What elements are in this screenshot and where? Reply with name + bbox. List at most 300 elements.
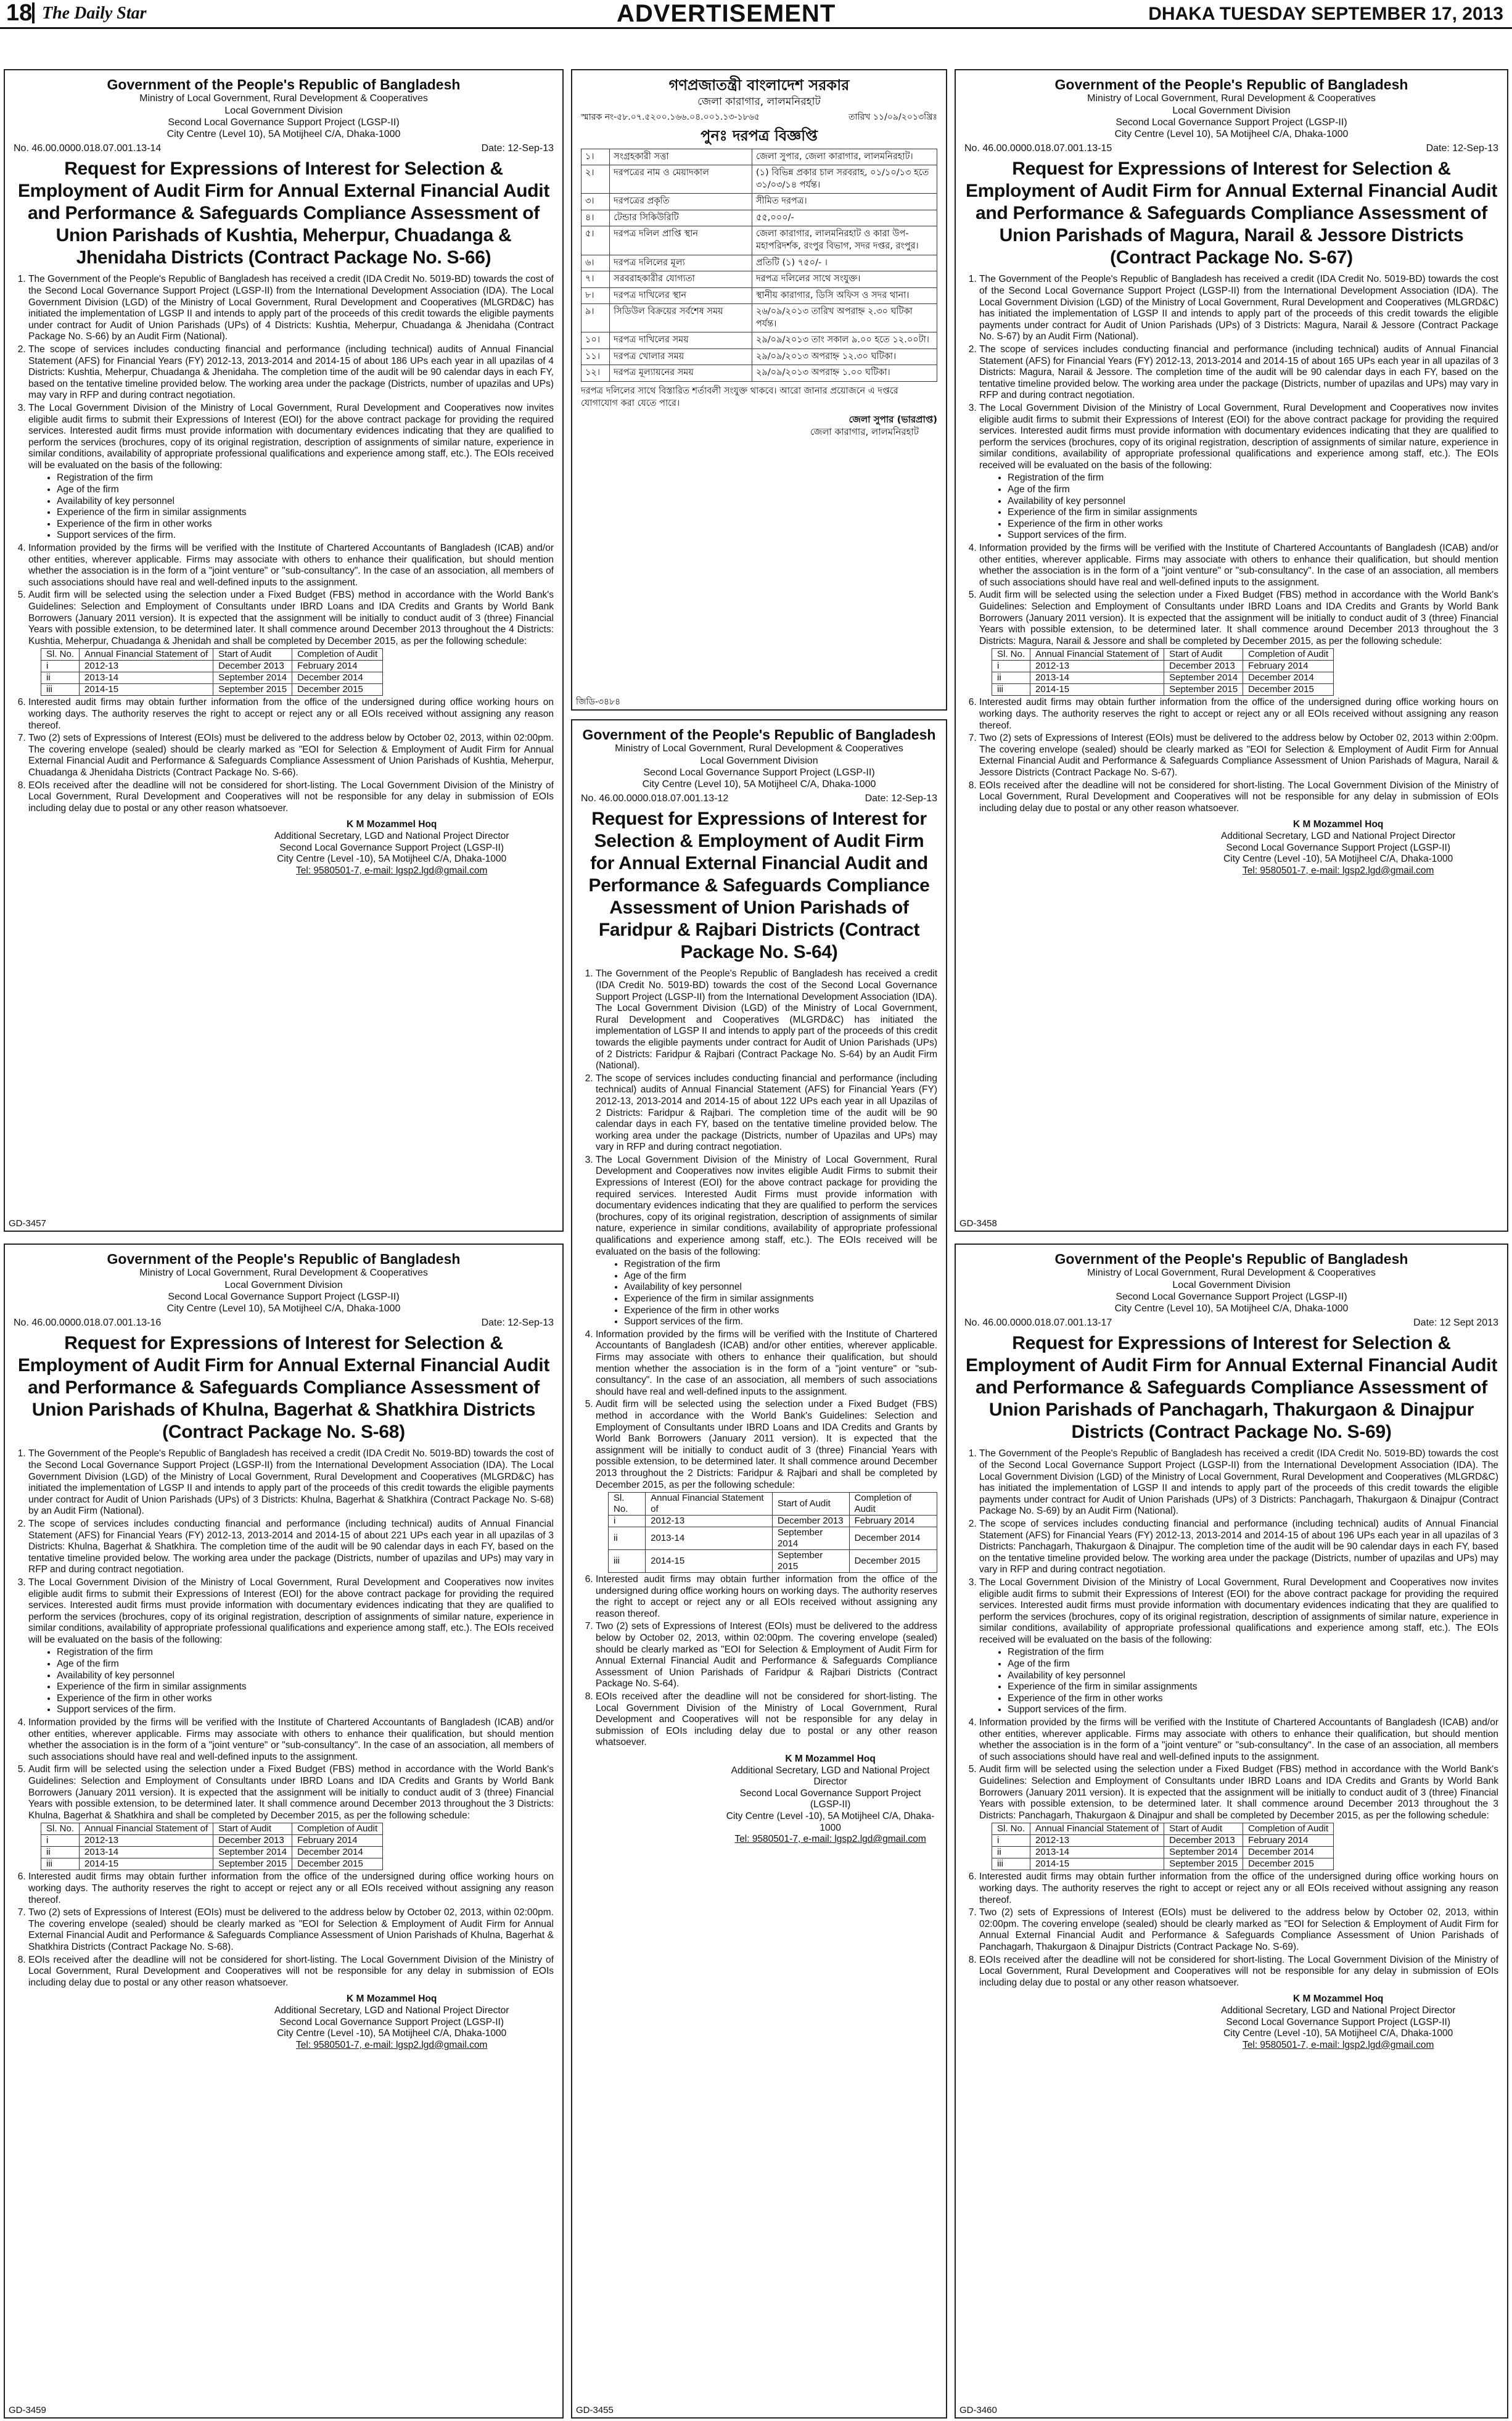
bangla-table-cell: ২৬/০৯/২০১৩ তারিখ অপরাহ্ন ২.৩০ ঘটিকা পর্যন্ত। xyxy=(752,304,937,332)
schedule-cell: i xyxy=(609,1516,646,1527)
schedule-col-header: Start of Audit xyxy=(213,1823,292,1835)
bangla-table-row xyxy=(581,210,937,226)
schedule-cell: 2012-13 xyxy=(1030,1835,1164,1847)
schedule-header xyxy=(41,649,383,661)
schedule-cell: December 2013 xyxy=(772,1516,849,1527)
bangla-office: জেলা কারাগার, লালমনিরহাট xyxy=(697,96,821,109)
schedule-cell: i xyxy=(41,661,80,672)
clause-list xyxy=(964,274,1498,814)
criteria-item: • Experience of the firm in other works xyxy=(624,1305,937,1317)
dateline: DHAKA TUESDAY SEPTEMBER 17, 2013 xyxy=(1148,4,1503,24)
criteria-item: • Support services of the firm. xyxy=(624,1316,937,1328)
address-line: City Centre (Level 10), 5A Motijheel C/A, Dhaka-1000 xyxy=(1114,1303,1349,1314)
bangla-table-cell: টেন্ডার সিকিউরিটি xyxy=(610,210,752,226)
criteria-item: • Experience of the firm in other works xyxy=(1008,519,1498,530)
masthead-divider xyxy=(32,2,35,23)
bangla-table-cell: প্রতিটি (১) ৭৫০/- । xyxy=(752,255,937,271)
criteria-list xyxy=(57,472,554,542)
schedule-row xyxy=(41,672,383,684)
criteria-list xyxy=(1008,1647,1498,1716)
schedule-cell: December 2014 xyxy=(292,1847,383,1858)
schedule-col-header: Completion of Audit xyxy=(292,1823,383,1835)
schedule-cell: September 2014 xyxy=(772,1527,849,1550)
signature-block xyxy=(1178,819,1498,876)
criteria-item: • Experience of the firm in similar assignments xyxy=(57,1681,554,1693)
schedule-cell: 2013-14 xyxy=(1030,672,1164,684)
criteria-item: • Age of the firm xyxy=(57,484,554,496)
schedule-cell: September 2014 xyxy=(213,1847,292,1858)
schedule-row xyxy=(41,1858,383,1870)
project-line: Second Local Governance Support Project (LGSP-II) xyxy=(1116,1291,1347,1302)
schedule-col-header: Completion of Audit xyxy=(1243,649,1334,661)
schedule-row xyxy=(992,661,1334,672)
schedule-cell: 2014-15 xyxy=(646,1550,773,1573)
division-line: Local Government Division xyxy=(224,1279,343,1290)
clause-6: 6. Interested audit firms may obtain further information from the office of the undersigned during office working hours on working days. The authority reserves the right to accept or reject any or all EOIs received without assigning any reason thereof. xyxy=(596,1574,937,1620)
bangla-table-cell: সীমিত দরপত্র। xyxy=(752,194,937,210)
clause-2: 2. The scope of services includes conducting financial and performance (including technical) audits of Annual Financial Statement (AFS) for Financial Years (FY) 2012-13, 2013-2014 and 2014-15 of about 122 UPs each year in all Upazilas of 2 Districts: Faridpur & Rajbari. The completion time of the audit will be 90 calendar days in each FY, based on the tentative timeline provided below. The working area under the package (Districts, number of Upazilas and UPs) may vary in RFP and during contract negotiation. xyxy=(596,1073,937,1153)
schedule-table xyxy=(608,1492,937,1573)
gov-heading: Government of the People's Republic of Bangladesh xyxy=(107,76,461,93)
schedule-cell: ii xyxy=(992,1847,1030,1858)
schedule-cell: February 2014 xyxy=(292,661,383,672)
clause-4: 4. Information provided by the firms will be verified with the Institute of Chartered Accountants of Bangladesh (ICAB) and/or other entities, wherever applicable. Firms may associate with others to enhance their qualification, but should mention whether the association is in the form of a "joint venture" or "sub-consultancy". In the case of an association, all members of such associations should have real and well-defined inputs to the assignment. xyxy=(596,1329,937,1398)
schedule-cell: 2013-14 xyxy=(80,1847,213,1858)
schedule-row xyxy=(41,1847,383,1858)
schedule-table xyxy=(992,648,1334,696)
schedule-col-header: Start of Audit xyxy=(1164,1823,1243,1835)
gov-heading: Government of the People's Republic of Bangladesh xyxy=(1054,76,1408,93)
schedule-cell: iii xyxy=(41,684,80,696)
schedule-col-header: Annual Financial Statement of xyxy=(1030,649,1164,661)
schedule-cell: December 2014 xyxy=(292,672,383,684)
signatory-name: K M Mozammel Hoq xyxy=(346,819,437,830)
clause-5: 5. Audit firm will be selected using the selection under a Fixed Budget (FBS) method in accordance with the World Bank's Guidelines: Selection and Employment of Consultants under IBRD Loans and IDA Credits and Grants by World Bank Borrowers (January 2011 version). It is expected that the assignment will be initially to conduct audit of 3 (three) Financial Years with possible extension, to be determined later. It shall commence around December 2013 throughout the 4 Districts: Kushtia, Meherpur, Chuadanga & Jhenidah and shall be completed by December 2015, as per the following schedule: xyxy=(28,590,554,647)
schedule-row xyxy=(41,684,383,696)
bangla-table-cell: ৫৫,০০০/- xyxy=(752,210,937,226)
schedule-cell: December 2013 xyxy=(1164,1835,1243,1847)
schedule-cell: December 2015 xyxy=(1243,1858,1334,1870)
schedule-cell: ii xyxy=(41,672,80,684)
memo-number: No. 46.00.0000.018.07.001.13-17 xyxy=(964,1318,1112,1329)
schedule-col-header: Annual Financial Statement of xyxy=(646,1493,773,1516)
signatory-contact: Tel: 9580501-7, e-mail: lgsp2.lgd@gmail.com xyxy=(1243,2039,1434,2050)
address-line: City Centre (Level 10), 5A Motijheel C/A, Dhaka-1000 xyxy=(642,779,876,790)
schedule-cell: 2014-15 xyxy=(1030,1858,1164,1870)
criteria-item: • Registration of the firm xyxy=(624,1259,937,1271)
schedule-header xyxy=(609,1493,937,1516)
bangla-signatory-office: জেলা কারাগার, লালমনিরহাট xyxy=(810,426,919,438)
criteria-item: • Support services of the firm. xyxy=(1008,1704,1498,1716)
schedule-row xyxy=(992,1858,1334,1870)
bangla-table-cell: দরপত্র দলিলের মূল্য xyxy=(610,255,752,271)
section-title: ADVERTISEMENT xyxy=(617,0,836,27)
reference-line xyxy=(964,142,1498,154)
criteria-item: • Age of the firm xyxy=(57,1659,554,1670)
signatory-title: Additional Secretary, LGD and National Project Director xyxy=(731,1765,930,1788)
bangla-table-row xyxy=(581,226,937,255)
signatory-title: Additional Secretary, LGD and National Project Director xyxy=(1220,2005,1456,2016)
schedule-row xyxy=(609,1516,937,1527)
criteria-item: • Experience of the firm in similar assignments xyxy=(1008,507,1498,519)
bangla-table-cell: ৯। xyxy=(581,304,610,332)
address-line: City Centre (Level 10), 5A Motijheel C/A, Dhaka-1000 xyxy=(1114,129,1349,139)
bangla-table-cell: ১। xyxy=(581,149,610,165)
bangla-table-row xyxy=(581,332,937,349)
bangla-table-row xyxy=(581,165,937,194)
schedule-cell: September 2015 xyxy=(772,1550,849,1573)
bangla-table-cell: দরপত্র মূল্যায়নের সময় xyxy=(610,365,752,382)
schedule-cell: iii xyxy=(992,1858,1030,1870)
bangla-table-cell: ১০। xyxy=(581,332,610,349)
tender-ad-s68 xyxy=(4,1243,564,2419)
signatory-project: Second Local Governance Support Project (LGSP-II) xyxy=(1226,842,1450,853)
bangla-table-cell: দরপত্র দলিল প্রাপ্তি স্থান xyxy=(610,226,752,255)
clause-list xyxy=(14,1448,554,1989)
clause-2: 2. The scope of services includes conducting financial and performance (including technical) audits of Annual Financial Statement (AFS) for Financial Years (FY) 2012-13, 2013-2014 and 2014-15 of about 165 UPs each year in all upazilas of 3 Districts: Magura, Narail & Jessore. The completion time of the audit will be 90 calendar days in each FY, based on the tentative timeline provided below. The working area under the package (Districts, number of upazilas and UPs) may vary in RFP and during contract negotiation. xyxy=(979,344,1498,402)
schedule-cell: 2013-14 xyxy=(80,672,213,684)
schedule-cell: 2012-13 xyxy=(1030,661,1164,672)
schedule-col-header: Start of Audit xyxy=(1164,649,1243,661)
clause-list xyxy=(581,968,937,1749)
memo-date: Date: 12 Sept 2013 xyxy=(1413,1318,1498,1329)
signatory-project: Second Local Governance Support Project (LGSP-II) xyxy=(739,1788,921,1810)
criteria-list xyxy=(624,1259,937,1328)
signatory-contact: Tel: 9580501-7, e-mail: lgsp2.lgd@gmail.com xyxy=(734,1834,926,1845)
tender-ad-s69 xyxy=(955,1243,1508,2419)
schedule-cell: September 2015 xyxy=(213,684,292,696)
clause-6: 6. Interested audit firms may obtain further information from the office of the undersigned during office working hours on working days. The authority reserves the right to accept or reject any or all EOIs received without assigning any reason thereof. xyxy=(28,1871,554,1906)
schedule-row xyxy=(992,684,1334,696)
schedule-cell: ii xyxy=(41,1847,80,1858)
schedule-table xyxy=(41,648,383,696)
reference-line xyxy=(14,1317,554,1329)
clause-1: 1. The Government of the People's Republic of Bangladesh has received a credit (IDA Credit No. 5019-BD) towards the cost of the Second Local Governance Support Project (LGSP-II) from the International Development Association (IDA). The Local Government Division (LGD) of the Ministry of Local Government, Rural Development and Cooperatives (MLGRD&C) has initiated the implementation of LGSP II and intends to apply part of the proceeds of this credit towards the eligible payments under contract for Audit of Union Parishads (UPs) of 2 Districts: Faridpur & Rajbari (Contract Package No. S-64) by an Audit Firm (National). xyxy=(596,968,937,1071)
schedule-col-header: Annual Financial Statement of xyxy=(80,649,213,661)
bangla-table-cell: সরবরাহকারীর যোগ্যতা xyxy=(610,271,752,288)
criteria-item: • Registration of the firm xyxy=(57,1647,554,1659)
clause-4: 4. Information provided by the firms will be verified with the Institute of Chartered Accountants of Bangladesh (ICAB) and/or other entities, wherever applicable. Firms may associate with others to enhance their qualification, but should mention whether the association is in the form of a "joint venture" or "sub-consultancy". In the case of an association, all members of such associations should have real and well-defined inputs to the assignment. xyxy=(28,543,554,588)
clause-5: 5. Audit firm will be selected using the selection under a Fixed Budget (FBS) method in accordance with the World Bank's Guidelines: Selection and Employment of Consultants under IBRD Loans and IDA Credits and Grants by World Bank Borrowers (January 2011 version). It is expected that the assignment will be initially to conduct audit of 3 (three) Financial Years with possible extension, to be determined later. It shall commence around December 2013 throughout the 3 Districts: Khulna, Bagerhat & Shatkhira and shall be completed by December 2015, as per the following schedule: xyxy=(28,1764,554,1821)
project-line: Second Local Governance Support Project (LGSP-II) xyxy=(168,1291,400,1302)
criteria-item: • Experience of the firm in other works xyxy=(1008,1693,1498,1705)
clause-5: 5. Audit firm will be selected using the selection under a Fixed Budget (FBS) method in accordance with the World Bank's Guidelines: Selection and Employment of Consultants under IBRD Loans and IDA Credits and Grants by World Bank Borrowers (January 2011 version). It is expected that the assignment will be initially to conduct audit of 3 (three) Financial Years with possible extension, to be determined later. It shall commence around December 2013 throughout the 3 Districts: Magura, Narail & Jessore and shall be completed by December 2015, as per the following schedule: xyxy=(979,590,1498,647)
clause-8: 8. EOIs received after the deadline will not be considered for short-listing. The Local Government Division of the Ministry of Local Government, Rural Development and Cooperatives will not be responsible for any delay in submission of EOIs including delay due to postal or any other reason whatsoever. xyxy=(979,1955,1498,1989)
bangla-table-row xyxy=(581,304,937,332)
criteria-item: • Registration of the firm xyxy=(1008,1647,1498,1659)
address-line: City Centre (Level 10), 5A Motijheel C/A, Dhaka-1000 xyxy=(166,1303,401,1314)
signatory-contact: Tel: 9580501-7, e-mail: lgsp2.lgd@gmail.com xyxy=(1243,865,1434,876)
clause-2: 2. The scope of services includes conducting financial and performance (including technical) audits of Annual Financial Statement (AFS) for Financial Years (FY) 2012-13, 2013-2014 and 2014-15 of about 186 UPs each year in all upazilas of 4 Districts: Kushtia, Meherpur, Chuadanga & Jhenidaha. The completion time of the audit will be 90 calendar days in each FY, based on the tentative timeline provided below. The working area under the package (Districts, number of upazilas and UPs) may vary in RFP and during contract negotiation. xyxy=(28,344,554,402)
signature-block xyxy=(229,819,554,876)
schedule-cell: December 2014 xyxy=(849,1527,937,1550)
schedule-cell: September 2015 xyxy=(1164,1858,1243,1870)
clause-3: 3. The Local Government Division of the Ministry of Local Government, Rural Development and Cooperatives now invites eligible audit firms to submit their Expressions of Interest (EOI) for the above contract package for providing the required services. Interested audit firms must provide information with documentary evidences indicating that they are qualified to perform the services (brochures, copy of its original registration, description of assignments of similar nature, experience in similar conditions, availability of appropriate professional qualifications and experience among staff, etc.). The EOIs received will be evaluated on the basis of the following: xyxy=(28,1577,554,1646)
schedule-col-header: Annual Financial Statement of xyxy=(80,1823,213,1835)
bangla-table-cell: ২। xyxy=(581,165,610,194)
ministry-line: Ministry of Local Government, Rural Development & Cooperatives xyxy=(139,93,428,104)
schedule-row xyxy=(41,1835,383,1847)
criteria-item: • Experience of the firm in similar assignments xyxy=(1008,1681,1498,1693)
signatory-address: City Centre (Level -10), 5A Motijheel C/A, Dhaka-1000 xyxy=(277,2028,507,2039)
bangla-table-cell: দরপত্রের নাম ও মেয়াদকাল xyxy=(610,165,752,194)
criteria-item: • Age of the firm xyxy=(1008,1659,1498,1670)
schedule-cell: December 2013 xyxy=(213,1835,292,1847)
bangla-table-row xyxy=(581,365,937,382)
schedule-col-header: Sl. No. xyxy=(992,649,1030,661)
memo-number: No. 46.00.0000.018.07.001.13-12 xyxy=(581,793,729,804)
bangla-table-cell: দরপত্র খোলার সময় xyxy=(610,349,752,365)
schedule-cell: September 2014 xyxy=(213,672,292,684)
memo-date: Date: 12-Sep-13 xyxy=(865,793,937,804)
clause-6: 6. Interested audit firms may obtain further information from the office of the undersigned during office working hours on working days. The authority reserves the right to accept or reject any or all EOIs received without assigning any reason thereof. xyxy=(979,1871,1498,1906)
signatory-project: Second Local Governance Support Project (LGSP-II) xyxy=(279,842,504,853)
ad-title: Request for Expressions of Interest for Selection & Employment of Audit Firm for Annual External Financial Audit and Performance & Safeguards Compliance Assessment of Union Parishads of Kushtia, Meherpur, Chuadanga & Jhenidaha Districts (Contract Package No. S-66) xyxy=(17,159,550,268)
schedule-col-header: Annual Financial Statement of xyxy=(1030,1823,1164,1835)
schedule-cell: 2012-13 xyxy=(80,1835,213,1847)
bangla-table-cell: ৫। xyxy=(581,226,610,255)
clause-7: 7. Two (2) sets of Expressions of Interest (EOIs) must be delivered to the address below by October 02, 2013 within 2:00pm. The covering envelope (sealed) should be clearly marked as "EOI for Selection & Employment of Audit Firm for Annual External Financial Audit and Performance & Safeguards Compliance Assessment of Union Parishads of Magura, Narail & Jessore Districts (Contract Package No. S-67). xyxy=(979,733,1498,778)
gd-code: GD-3458 xyxy=(959,1218,997,1229)
gd-code: GD-3460 xyxy=(959,2405,997,2415)
clause-3: 3. The Local Government Division of the Ministry of Local Government, Rural Development and Cooperatives now invites eligible Audit Firms to submit their Expressions of Interest (EOI) for the above contract package for providing the required services. Interested Audit Firms must provide information with documentary evidences indicating that they are qualified to perform the services (brochures, copy of its original registration, description of assignments of similar nature, experience in similar conditions, availability of appropriate professional qualifications and experience among staff, etc.). The EOIs received will be evaluated on the basis of the following: xyxy=(596,1155,937,1258)
criteria-item: • Support services of the firm. xyxy=(1008,530,1498,542)
signatory-address: City Centre (Level -10), 5A Motijheel C/A, Dhaka-1000 xyxy=(1223,854,1453,865)
schedule-cell: iii xyxy=(41,1858,80,1870)
bangla-table-row xyxy=(581,349,937,365)
clause-6: 6. Interested audit firms may obtain further information from the office of the undersigned during office working hours on working days. The authority reserves the right to accept or reject any or all EOIs received without assigning any reason thereof. xyxy=(979,697,1498,732)
clause-7: 7. Two (2) sets of Expressions of Interest (EOIs) must be delivered to the address below by October 02, 2013, within 02:00pm. The covering envelope (sealed) should be clearly marked as "EOI for Selection & Employment of Audit Firm for Annual External Financial Audit and Performance & Safeguards Compliance Assessment of Union Parishads of Kushtia, Meherpur, Chuadanga & Jhenidaha Districts (Contract Package No. S-66). xyxy=(28,733,554,778)
bangla-table-row xyxy=(581,255,937,271)
bangla-retender-notice xyxy=(571,69,947,711)
clause-4: 4. Information provided by the firms will be verified with the Institute of Chartered Accountants of Bangladesh (ICAB) and/or other entities, wherever applicable. Firms may associate with others to enhance their qualification, but should mention whether the association is in the form of a "joint venture" or "sub-consultancy". In the case of an association, all members of such associations should have real and well-defined inputs to the assignment. xyxy=(979,543,1498,588)
schedule-col-header: Start of Audit xyxy=(772,1493,849,1516)
bangla-table-cell: জেলা সুপার, জেলা কারাগার, লালমনিরহাট। xyxy=(752,149,937,165)
clause-7: 7. Two (2) sets of Expressions of Interest (EOIs) must be delivered to the address below by October 02, 2013, within 02:00pm. The covering envelope (sealed) should be clearly marked as "EOI for Selection & Employment of Audit Firm for Annual External Financial Audit and Performance & Safeguards Compliance Assessment of Union Parishads of Panchagarh, Thakurgaon & Dinajpur Districts (Contract Package No. S-69). xyxy=(979,1907,1498,1953)
schedule-header xyxy=(992,1823,1334,1835)
clause-list xyxy=(964,1448,1498,1989)
criteria-item: • Support services of the firm. xyxy=(57,1704,554,1716)
schedule-cell: iii xyxy=(609,1550,646,1573)
bangla-table-cell: ১২। xyxy=(581,365,610,382)
schedule-cell: December 2015 xyxy=(292,1858,383,1870)
bangla-ref-line xyxy=(581,112,937,123)
schedule-cell: i xyxy=(992,661,1030,672)
schedule-col-header: Start of Audit xyxy=(213,649,292,661)
signature-block xyxy=(229,1994,554,2051)
division-line: Local Government Division xyxy=(1172,1279,1291,1290)
bangla-tender-table xyxy=(581,149,937,382)
bangla-table-cell: ২৯/০৯/২০১৩ অপরাহ্ন ১২.৩০ ঘটিকা। xyxy=(752,349,937,365)
schedule-row xyxy=(992,672,1334,684)
clause-1: 1. The Government of the People's Republic of Bangladesh has received a credit (IDA Credit No. 5019-BD) towards the cost of the Second Local Governance Support Project (LGSP-II) from the International Development Association (IDA). The Local Government Division (LGD) of the Ministry of Local Government, Rural Development and Cooperatives (MLGRD&C) has initiated the implementation of LGSP II and intends to apply part of the proceeds of this credit towards the eligible payments under contract for Audit of Union Parishads (UPs) of 3 Districts: Panchagarh, Thakurgaon & Dinajpur (Contract Package No. S-69) by an Audit Firm (National). xyxy=(979,1448,1498,1517)
ministry-line: Ministry of Local Government, Rural Development & Cooperatives xyxy=(1087,93,1376,104)
bangla-table-cell: ৩। xyxy=(581,194,610,210)
criteria-item: • Experience of the firm in similar assignments xyxy=(57,507,554,519)
criteria-item: • Availability of key personnel xyxy=(57,1670,554,1682)
schedule-cell: 2014-15 xyxy=(1030,684,1164,696)
schedule-cell: i xyxy=(41,1835,80,1847)
clause-8: 8. EOIs received after the deadline will not be considered for short-listing. The Local Government Division of the Ministry of Local Government, Rural Development and Cooperatives will not be responsible for any delay in submission of EOIs including delay due to postal or any other reason whatsoever. xyxy=(28,780,554,815)
criteria-item: • Availability of key personnel xyxy=(1008,496,1498,508)
clause-8: 8. EOIs received after the deadline will not be considered for short-listing. The Local Government Division of the Ministry of Local Government, Rural Development and Cooperatives will not be responsible for any delay in submission of EOIs including delay due to postal or any other reason whatsoever. xyxy=(979,780,1498,815)
signatory-address: City Centre (Level -10), 5A Motijheel C/A, Dhaka-1000 xyxy=(277,854,507,865)
clause-6: 6. Interested audit firms may obtain further information from the office of the undersigned during office working hours on working days. The authority reserves the right to accept or reject any or all EOIs received without assigning any reason thereof. xyxy=(28,697,554,732)
criteria-item: • Support services of the firm. xyxy=(57,530,554,542)
clause-5: 5. Audit firm will be selected using the selection under a Fixed Budget (FBS) method in accordance with the World Bank's Guidelines: Selection and Employment of Consultants under IBRD Loans and IDA Credits and Grants by World Bank Borrowers (January 2011 version). It is expected that the assignment will be initially to conduct audit of 3 (three) Financial Years with possible extension, to be determined later. It shall commence around December 2013 throughout the 3 Districts: Panchagarh, Thakurgaon & Dinajpur and shall be completed by December 2015, as per the following schedule: xyxy=(979,1764,1498,1821)
clause-5: 5. Audit firm will be selected using the selection under a Fixed Budget (FBS) method in accordance with the World Bank's Guidelines: Selection and Employment of Consultants under IBRD Loans and IDA Credits and Grants by World Bank Borrowers (January 2011 version). It is expected that the assignment will be initially to conduct audit of 3 (three) Financial Years with possible extension, to be determined later. It shall commence around December 2013 throughout the 2 Districts: Faridpur & Rajbari and shall be completed by December 2015, as per the following schedule: xyxy=(596,1399,937,1491)
signatory-contact: Tel: 9580501-7, e-mail: lgsp2.lgd@gmail.com xyxy=(296,865,488,876)
schedule-row xyxy=(609,1550,937,1573)
schedule-cell: December 2013 xyxy=(1164,661,1243,672)
ministry-line: Ministry of Local Government, Rural Development & Cooperatives xyxy=(615,743,903,754)
signatory-name: K M Mozammel Hoq xyxy=(1292,819,1384,830)
bangla-table-cell: ২৯/০৯/২০১৩ অপরাহ্ন ১.০০ ঘটিকা। xyxy=(752,365,937,382)
bangla-table-row xyxy=(581,271,937,288)
clause-3: 3. The Local Government Division of the Ministry of Local Government, Rural Development and Cooperatives now invites eligible audit firms to submit their Expressions of Interest (EOI) for the above contract package for providing the required services. Interested audit firms must provide information with documentary evidences indicating that they are qualified to perform the services (brochures, copy of its original registration, description of assignments of similar nature, experience in similar conditions, availability of appropriate professional qualifications and experience among staff, etc.). The EOIs received will be evaluated on the basis of the following: xyxy=(979,403,1498,472)
schedule-col-header: Sl. No. xyxy=(41,1823,80,1835)
schedule-cell: December 2014 xyxy=(1243,1847,1334,1858)
schedule-cell: February 2014 xyxy=(849,1516,937,1527)
reference-line xyxy=(14,142,554,154)
bangla-note: দরপত্র দলিলের সাথে বিস্তারিত শর্তাবলী সংযুক্ত থাকবে। আরো জানার প্রয়োজনে এ দপ্তরে যোগাযোগ করা যেতে পারে। xyxy=(581,386,898,408)
schedule-col-header: Completion of Audit xyxy=(292,649,383,661)
ministry-line: Ministry of Local Government, Rural Development & Cooperatives xyxy=(139,1268,428,1279)
signatory-title: Additional Secretary, LGD and National Project Director xyxy=(274,830,509,841)
signatory-project: Second Local Governance Support Project (LGSP-II) xyxy=(1226,2016,1450,2027)
schedule-cell: December 2013 xyxy=(213,661,292,672)
clause-3: 3. The Local Government Division of the Ministry of Local Government, Rural Development and Cooperatives now invites eligible audit firms to submit their Expressions of Interest (EOI) for the above contract package for providing the required services. Interested audit firms must provide information with documentary evidences indicating that they are qualified to perform the services (brochures, copy of its original registration, description of assignments of similar nature, experience in similar conditions, availability of appropriate professional qualifications and experience among staff, etc.). The EOIs received will be evaluated on the basis of the following: xyxy=(979,1577,1498,1646)
bangla-memo-no: স্মারক নং-৫৮.০৭.৫২০০.১৬৬.০৪.০০১.১৩-১৮৬৫ xyxy=(581,112,760,123)
schedule-cell: 2014-15 xyxy=(80,1858,213,1870)
bangla-notice-title: পুনঃ দরপত্র বিজ্ঞপ্তি xyxy=(701,127,818,145)
schedule-col-header: Sl. No. xyxy=(41,649,80,661)
gd-code: GD-3457 xyxy=(9,1218,46,1229)
division-line: Local Government Division xyxy=(700,755,818,766)
bangla-table-cell: ৮। xyxy=(581,287,610,304)
schedule-cell: September 2015 xyxy=(1164,684,1243,696)
clause-2: 2. The scope of services includes conducting financial and performance (including technical) audits of Annual Financial Statement (AFS) for Financial Years (FY) 2012-13, 2013-2014 and 2014-15 of about 221 UPs each year in all upazilas of 3 Districts: Khulna, Bagerhat & Shatkhira. The completion time of the audit will be 90 calendar days in each FY, based on the tentative timeline provided below. The working area under the package (Districts, number of upazilas and UPs) may vary in RFP and during contract negotiation. xyxy=(28,1519,554,1576)
bangla-table-cell: ১১। xyxy=(581,349,610,365)
clause-2: 2. The scope of services includes conducting financial and performance (including technical) audits of Annual Financial Statement (AFS) for Financial Years (FY) 2012-13, 2013-2014 and 2014-15 of about 196 UPs each year in all upazilas of 3 Districts: Panchagarh, Thakurgaon & Dinajpur. The completion time of the audit will be 90 calendar days in each FY, based on the tentative timeline provided below. The working area under the package (Districts, number of upazilas and UPs) may vary in RFP and during contract negotiation. xyxy=(979,1519,1498,1576)
schedule-cell: 2013-14 xyxy=(646,1527,773,1550)
criteria-item: • Experience of the firm in other works xyxy=(57,1693,554,1705)
bangla-memo-date: তারিখ ১১/০৯/২০১৩খ্রিঃ xyxy=(848,112,937,123)
clause-8: 8. EOIs received after the deadline will not be considered for short-listing. The Local Government Division of the Ministry of Local Government, Rural Development and Cooperatives will not be responsible for any delay in submission of EOIs including delay due to postal or any other reason whatsoever. xyxy=(596,1691,937,1749)
signatory-project: Second Local Governance Support Project (LGSP-II) xyxy=(279,2016,504,2027)
signatory-address: City Centre (Level -10), 5A Motijheel C/A, Dhaka-1000 xyxy=(726,1810,935,1833)
clause-1: 1. The Government of the People's Republic of Bangladesh has received a credit (IDA Credit No. 5019-BD) towards the cost of the Second Local Governance Support Project (LGSP-II) from the International Development Association (IDA). The Local Government Division (LGD) of the Ministry of Local Government, Rural Development and Cooperatives (MLGRD&C) has initiated the implementation of LGSP II and intends to apply part of the proceeds of this credit towards the eligible payments under contract for Audit of Union Parishads (UPs) of 4 Districts: Kushtia, Meherpur, Chuadanga & Jhenidaha (Contract Package No. S-66) by an Audit Firm (National). xyxy=(28,274,554,343)
division-line: Local Government Division xyxy=(224,105,343,116)
division-line: Local Government Division xyxy=(1172,105,1291,116)
schedule-cell: February 2014 xyxy=(1243,1835,1334,1847)
bangla-table-cell: দরপত্র দাখিলের সময় xyxy=(610,332,752,349)
schedule-cell: December 2015 xyxy=(292,684,383,696)
ad-title: Request for Expressions of Interest for Selection & Employment of Audit Firm for Annual External Financial Audit and Performance & Safeguards Compliance Assessment of Union Parishads of Khulna, Bagerhat & Shatkhira Districts (Contract Package No. S-68) xyxy=(17,1333,550,1443)
schedule-cell: September 2015 xyxy=(213,1858,292,1870)
schedule-table xyxy=(41,1823,383,1870)
schedule-row xyxy=(609,1527,937,1550)
schedule-cell: i xyxy=(992,1835,1030,1847)
tender-ad-s64 xyxy=(571,719,947,2419)
schedule-cell: December 2015 xyxy=(849,1550,937,1573)
schedule-cell: 2013-14 xyxy=(1030,1847,1164,1858)
gov-heading: Government of the People's Republic of Bangladesh xyxy=(107,1251,461,1267)
criteria-list xyxy=(57,1647,554,1716)
reference-line xyxy=(581,793,937,804)
schedule-cell: iii xyxy=(992,684,1030,696)
clause-1: 1. The Government of the People's Republic of Bangladesh has received a credit (IDA Credit No. 5019-BD) towards the cost of the Second Local Governance Support Project (LGSP-II) from the International Development Association (IDA). The Local Government Division (LGD) of the Ministry of Local Government, Rural Development and Cooperatives (MLGRD&C) has initiated the implementation of LGSP II and intends to apply part of the proceeds of this credit towards the eligible payments under contract for Audit of Union Parishads (UPs) of 3 Districts: Magura, Narail & Jessore (Contract Package No. S-67) by an Audit Firm (National). xyxy=(979,274,1498,343)
bangla-table-row xyxy=(581,194,937,210)
memo-date: Date: 12-Sep-13 xyxy=(481,143,554,154)
project-line: Second Local Governance Support Project (LGSP-II) xyxy=(168,117,400,128)
clause-8: 8. EOIs received after the deadline will not be considered for short-listing. The Local Government Division of the Ministry of Local Government, Rural Development and Cooperatives will not be responsible for any delay in submission of EOIs including delay due to postal or any other reason whatsoever. xyxy=(28,1955,554,1989)
signatory-title: Additional Secretary, LGD and National Project Director xyxy=(1220,830,1456,841)
criteria-item: • Availability of key personnel xyxy=(1008,1670,1498,1682)
schedule-row xyxy=(41,661,383,672)
schedule-cell: 2012-13 xyxy=(646,1516,773,1527)
clause-3: 3. The Local Government Division of the Ministry of Local Government, Rural Development and Cooperatives now invites eligible audit firms to submit their Expressions of Interest (EOI) for the above contract package for providing the required services. Interested audit firms must provide information with documentary evidences indicating that they are qualified to perform the services (brochures, copy of its original registration, description of assignments of similar nature, experience in similar conditions, availability of appropriate professional qualifications and experience among staff, etc.). The EOIs received will be evaluated on the basis of the following: xyxy=(28,403,554,472)
bangla-table-cell: ৬। xyxy=(581,255,610,271)
gd-code: GD-3459 xyxy=(9,2405,46,2415)
criteria-item: • Availability of key personnel xyxy=(624,1282,937,1293)
bangla-table-cell: সংগ্রহকারী সত্তা xyxy=(610,149,752,165)
signatory-address: City Centre (Level -10), 5A Motijheel C/A, Dhaka-1000 xyxy=(1223,2028,1453,2039)
criteria-item: • Experience of the firm in other works xyxy=(57,519,554,530)
clause-4: 4. Information provided by the firms will be verified with the Institute of Chartered Accountants of Bangladesh (ICAB) and/or other entities, wherever applicable. Firms may associate with others to enhance their qualification, but should mention whether the association is in the form of a "joint venture" or "sub-consultancy". In the case of an association, all members of such associations should have real and well-defined inputs to the assignment. xyxy=(979,1717,1498,1763)
signatory-contact: Tel: 9580501-7, e-mail: lgsp2.lgd@gmail.com xyxy=(296,2039,488,2050)
schedule-cell: ii xyxy=(992,672,1030,684)
tender-ad-s67 xyxy=(955,69,1508,1232)
bangla-signatory: জেলা সুপার (ভারপ্রাপ্ত) xyxy=(848,414,937,426)
signatory-title: Additional Secretary, LGD and National Project Director xyxy=(274,2005,509,2016)
memo-number: No. 46.00.0000.018.07.001.13-16 xyxy=(14,1318,162,1329)
schedule-cell: ii xyxy=(609,1527,646,1550)
clause-7: 7. Two (2) sets of Expressions of Interest (EOIs) must be delivered to the address below by October 02, 2013, within 02:00pm. The covering envelope (sealed) should be clearly marked as "EOI for Selection & Employment of Audit Firm for Annual External Financial Audit and Performance & Safeguards Compliance Assessment of Union Parishads of Faridpur & Rajbari Districts (Contract Package No. S-64). xyxy=(596,1621,937,1690)
schedule-cell: 2014-15 xyxy=(80,684,213,696)
clause-7: 7. Two (2) sets of Expressions of Interest (EOIs) must be delivered to the address below by October 02, 2013, within 02:00pm. The covering envelope (sealed) should be clearly marked as "EOI for Selection & Employment of Audit Firm for Annual External Financial Audit and Performance & Safeguards Compliance Assessment of Union Parishads of Khulna, Bagerhat & Shatkhira Districts (Contract Package No. S-68). xyxy=(28,1907,554,1953)
schedule-cell: September 2014 xyxy=(1164,672,1243,684)
schedule-cell: February 2014 xyxy=(292,1835,383,1847)
bangla-table-cell: সিডিউল বিক্রয়ের সর্বশেষ সময় xyxy=(610,304,752,332)
signatory-name: K M Mozammel Hoq xyxy=(785,1754,876,1764)
masthead xyxy=(0,0,1512,28)
ad-title: Request for Expressions of Interest for Selection & Employment of Audit Firm for Annual External Financial Audit and Performance & Safeguards Compliance Assessment of Union Parishads of Panchagarh, Thakurgaon & Dinajpur Districts (Contract Package No. S-69) xyxy=(965,1333,1498,1443)
criteria-item: • Experience of the firm in similar assignments xyxy=(624,1293,937,1305)
memo-number: No. 46.00.0000.018.07.001.13-15 xyxy=(964,143,1112,154)
clause-list xyxy=(14,274,554,814)
clause-1: 1. The Government of the People's Republic of Bangladesh has received a credit (IDA Credit No. 5019-BD) towards the cost of the Second Local Governance Support Project (LGSP-II) from the International Development Association (IDA). The Local Government Division (LGD) of the Ministry of Local Government, Rural Development and Cooperatives (MLGRD&C) has initiated the implementation of LGSP II and intends to apply part of the proceeds of this credit towards the eligible payments under contract for Audit of Union Parishads (UPs) of 3 Districts: Khulna, Bagerhat & Shatkhira (Contract Package No. S-68) by an Audit Firm (National). xyxy=(28,1448,554,1517)
schedule-table xyxy=(992,1823,1334,1870)
signature-block xyxy=(723,1754,937,1846)
schedule-cell: December 2015 xyxy=(1243,684,1334,696)
bangla-gd-code: জিডি-৩৪৮৪ xyxy=(576,697,621,707)
memo-date: Date: 12-Sep-13 xyxy=(481,1318,554,1329)
schedule-col-header: Sl. No. xyxy=(609,1493,646,1516)
schedule-cell: February 2014 xyxy=(1243,661,1334,672)
criteria-list xyxy=(1008,472,1498,542)
bangla-table-cell: স্থানীয় কারাগার, ডিসি অফিস ও সদর থানা। xyxy=(752,287,937,304)
schedule-cell: 2012-13 xyxy=(80,661,213,672)
clause-4: 4. Information provided by the firms will be verified with the Institute of Chartered Accountants of Bangladesh (ICAB) and/or other entities, wherever applicable. Firms may associate with others to enhance their qualification, but should mention whether the association is in the form of a "joint venture" or "sub-consultancy". In the case of an association, all members of such associations should have real and well-defined inputs to the assignment. xyxy=(28,1717,554,1763)
gd-code: GD-3455 xyxy=(576,2405,614,2415)
page-number: 18 xyxy=(6,0,33,26)
schedule-col-header: Completion of Audit xyxy=(849,1493,937,1516)
ministry-line: Ministry of Local Government, Rural Development & Cooperatives xyxy=(1087,1268,1376,1279)
bangla-table-cell: দরপত্র দাখিলের স্থান xyxy=(610,287,752,304)
memo-date: Date: 12-Sep-13 xyxy=(1426,143,1498,154)
schedule-header xyxy=(992,649,1334,661)
